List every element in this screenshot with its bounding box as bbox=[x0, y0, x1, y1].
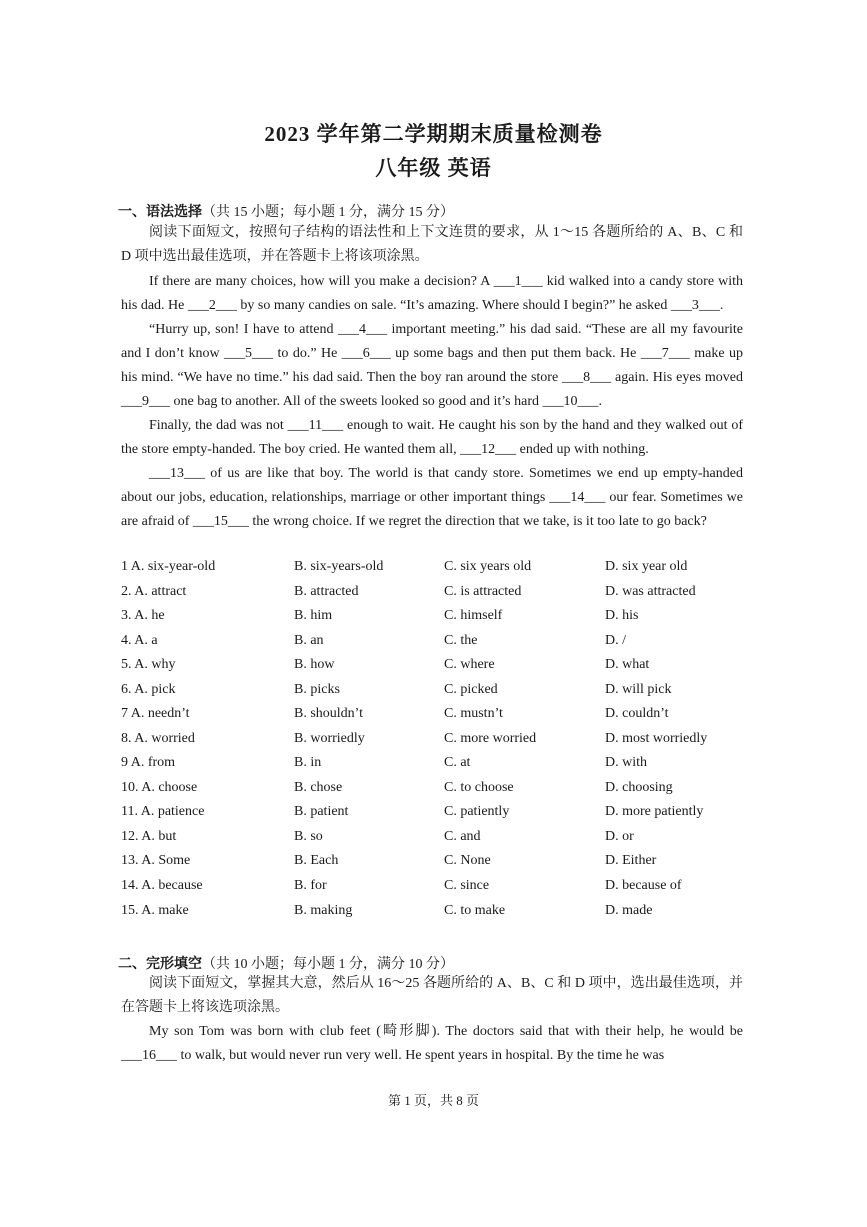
section1-paragraph-2: “Hurry up, son! I have to attend ___4___ important meeting.” his dad said. “These are all my favourite and I don’t know ___5___ to do.” He ___6___ up some bags and then put them back. He ___7___ make up his mind. “We have no time.” his dad said. Then the boy ran around the store ___8___ again. His eyes moved ___9___ one bag to another. All of the sweets looked so good and it’s hard ___10___. bbox=[121, 322, 743, 409]
option-row bbox=[0, 559, 867, 579]
option-b: B. in bbox=[294, 755, 322, 770]
section1-heading bbox=[118, 201, 454, 221]
option-d: D. more patiently bbox=[605, 804, 704, 819]
option-d: D. or bbox=[605, 829, 634, 844]
option-c: C. mustn’t bbox=[444, 706, 503, 721]
option-c: C. the bbox=[444, 633, 478, 648]
option-b: B. attracted bbox=[294, 584, 359, 599]
option-b: B. patient bbox=[294, 804, 349, 819]
option-a: 5. A. why bbox=[121, 657, 176, 672]
option-d: D. was attracted bbox=[605, 584, 696, 599]
option-d: D. Either bbox=[605, 853, 657, 868]
section2-heading bbox=[118, 953, 454, 973]
option-a: 1 A. six-year-old bbox=[121, 559, 216, 574]
option-b: B. Each bbox=[294, 853, 339, 868]
section1-note: （共 15 小题；每小题 1 分，满分 15 分） bbox=[202, 205, 454, 220]
option-row bbox=[0, 878, 867, 898]
section2-title: 二、完形填空 bbox=[118, 957, 202, 972]
option-c: C. at bbox=[444, 755, 471, 770]
section1-title: 一、语法选择 bbox=[118, 205, 202, 220]
option-c: C. None bbox=[444, 853, 491, 868]
option-b: B. so bbox=[294, 829, 323, 844]
option-a: 8. A. worried bbox=[121, 731, 195, 746]
option-row bbox=[0, 780, 867, 800]
option-a: 11. A. patience bbox=[121, 804, 205, 819]
option-b: B. making bbox=[294, 903, 353, 918]
option-a: 7 A. needn’t bbox=[121, 706, 190, 721]
option-c: C. six years old bbox=[444, 559, 532, 574]
option-d: D. made bbox=[605, 903, 653, 918]
option-c: C. to choose bbox=[444, 780, 514, 795]
option-row bbox=[0, 804, 867, 824]
option-row bbox=[0, 682, 867, 702]
option-a: 13. A. Some bbox=[121, 853, 191, 868]
option-d: D. six year old bbox=[605, 559, 688, 574]
option-d: D. / bbox=[605, 633, 626, 648]
option-b: B. six-years-old bbox=[294, 559, 384, 574]
option-d: D. most worriedly bbox=[605, 731, 708, 746]
option-row bbox=[0, 706, 867, 726]
section1-instructions: 阅读下面短文，按照句子结构的语法性和上下文连贯的要求，从 1～15 各题所给的 A、B、C 和 D 项中选出最佳选项，并在答题卡上将该项涂黑。 bbox=[121, 225, 743, 264]
option-a: 10. A. choose bbox=[121, 780, 198, 795]
option-b: B. chose bbox=[294, 780, 343, 795]
option-a: 9 A. from bbox=[121, 755, 176, 770]
option-d: D. because of bbox=[605, 878, 682, 893]
section1-paragraph-4: ___13___ of us are like that boy. The world is that candy store. Sometimes we end up empty-handed about our jobs, education, relationships, marriage or other important things ___14___ our fear. Sometimes we are afraid of ___15___ the wrong choice. If we regret the direction that we take, is it too late to go back? bbox=[121, 466, 743, 529]
option-d: D. will pick bbox=[605, 682, 672, 697]
page-number: 第 1 页，共 8 页 bbox=[387, 1093, 479, 1108]
section2-instructions: 阅读下面短文，掌握其大意，然后从 16～25 各题所给的 A、B、C 和 D 项中，选出最佳选项，并在答题卡上将该选项涂黑。 bbox=[121, 976, 743, 1015]
exam-title: 2023 学年第二学期期末质量检测卷 bbox=[264, 122, 603, 146]
option-b: B. for bbox=[294, 878, 327, 893]
option-row bbox=[0, 584, 867, 604]
section1-paragraph-3: Finally, the dad was not ___11___ enough to wait. He caught his son by the hand and they walked out of the store empty-handed. The boy cried. He wanted them all, ___12___ ended up with nothing. bbox=[121, 418, 743, 457]
option-c: C. picked bbox=[444, 682, 498, 697]
option-c: C. where bbox=[444, 657, 495, 672]
option-b: B. shouldn’t bbox=[294, 706, 363, 721]
option-d: D. what bbox=[605, 657, 650, 672]
option-d: D. choosing bbox=[605, 780, 673, 795]
option-c: C. to make bbox=[444, 903, 506, 918]
option-c: C. more worried bbox=[444, 731, 537, 746]
option-row bbox=[0, 829, 867, 849]
exam-subtitle: 八年级 英语 bbox=[375, 156, 492, 180]
option-b: B. picks bbox=[294, 682, 340, 697]
option-a: 3. A. he bbox=[121, 608, 165, 623]
section2-note: （共 10 小题；每小题 1 分，满分 10 分） bbox=[202, 957, 454, 972]
option-a: 2. A. attract bbox=[121, 584, 187, 599]
option-c: C. patiently bbox=[444, 804, 510, 819]
section2-paragraph-1: My son Tom was born with club feet (畸形脚). The doctors said that with their help, he would be ___16___ to walk, but would never run very well. He spent years in hospital. By the time he was bbox=[121, 1024, 743, 1063]
option-b: B. worriedly bbox=[294, 731, 365, 746]
option-c: C. is attracted bbox=[444, 584, 522, 599]
option-row bbox=[0, 731, 867, 751]
option-c: C. and bbox=[444, 829, 481, 844]
option-d: D. couldn’t bbox=[605, 706, 669, 721]
option-b: B. an bbox=[294, 633, 324, 648]
option-row bbox=[0, 633, 867, 653]
option-row bbox=[0, 903, 867, 923]
option-row bbox=[0, 755, 867, 775]
option-d: D. his bbox=[605, 608, 639, 623]
section1-paragraph-1: If there are many choices, how will you make a decision? A ___1___ kid walked into a candy store with his dad. He ___2___ by so many candies on sale. “It’s amazing. Where should I begin?” he asked ___3___. bbox=[121, 274, 743, 313]
option-a: 12. A. but bbox=[121, 829, 177, 844]
option-b: B. how bbox=[294, 657, 335, 672]
option-row bbox=[0, 608, 867, 628]
option-a: 15. A. make bbox=[121, 903, 189, 918]
option-c: C. himself bbox=[444, 608, 503, 623]
option-row bbox=[0, 657, 867, 677]
option-a: 14. A. because bbox=[121, 878, 203, 893]
option-d: D. with bbox=[605, 755, 647, 770]
option-a: 4. A. a bbox=[121, 633, 158, 648]
option-row bbox=[0, 853, 867, 873]
option-a: 6. A. pick bbox=[121, 682, 176, 697]
option-c: C. since bbox=[444, 878, 490, 893]
option-b: B. him bbox=[294, 608, 333, 623]
